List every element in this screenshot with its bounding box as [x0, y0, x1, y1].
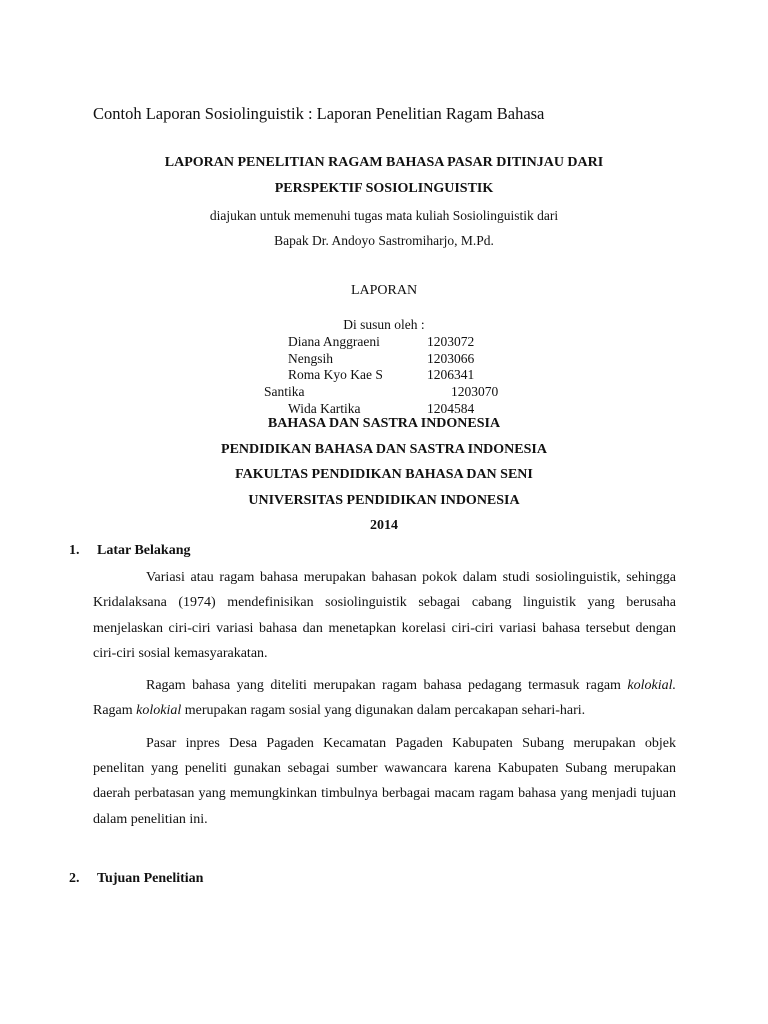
section-number: 2. [69, 871, 80, 886]
institution-line-4: UNIVERSITAS PENDIDIKAN INDONESIA [248, 493, 520, 508]
section-number: 1. [69, 543, 80, 558]
paragraph-text: merupakan ragam sosial yang digunakan dalam percakapan sehari-hari. [181, 703, 586, 719]
paragraph-text: Ragam [93, 703, 137, 719]
author-name: Wida Kartika [288, 401, 361, 416]
paragraph: Variasi atau ragam bahasa merupakan bahasan pokok dalam studi sosiolinguistik, sehingga Kridalaksana (1974) mendefinisikan sosiolinguistik sebagai cabang linguistik yang berusaha menjelaskan ciri-ciri variasi bahasa dan menetapkan korelasi ciri-ciri variasi bahasa tersebut dengan ciri-ciri sosial kemasyarakatan. [93, 570, 676, 661]
purpose-line-2: Bapak Dr. Andoyo Sastromiharjo, M.Pd. [274, 233, 494, 248]
paragraph-text: Ragam bahasa yang diteliti merupakan ragam bahasa pedagang termasuk ragam [146, 678, 628, 694]
institution-year: 2014 [370, 518, 398, 533]
report-title-line-2: PERSPEKTIF SOSIOLINGUISTIK [274, 181, 494, 196]
author-id: 1203066 [427, 351, 475, 366]
section-heading [69, 871, 203, 887]
institution-line-2: PENDIDIKAN BAHASA DAN SASTRA INDONESIA [221, 442, 547, 457]
section-title: Tujuan Penelitian [97, 871, 204, 886]
paragraph [93, 673, 676, 724]
section-title: Latar Belakang [97, 543, 191, 558]
section-body [93, 565, 676, 832]
institution-line-3: FAKULTAS PENDIDIKAN BAHASA DAN SENI [235, 467, 533, 482]
section-heading [69, 543, 190, 559]
italic-term: kolokial [136, 703, 182, 719]
author-id: 1204584 [427, 401, 475, 416]
compiled-by-label: Di susun oleh : [343, 317, 425, 332]
paragraph: Pasar inpres Desa Pagaden Kecamatan Pagaden Kabupaten Subang merupakan objek penelitan yang peneliti gunakan sebagai sumber wawancara karena Kabupaten Subang merupakan daerah perbatasan yang memungkinkan timbulnya berbagai macam ragam bahasa yang menjadi tujuan dalam penelitian ini. [93, 735, 676, 827]
report-title-line-1: LAPORAN PENELITIAN RAGAM BAHASA PASAR DITINJAU DARI [164, 155, 604, 170]
author-name: Diana Anggraeni [288, 334, 380, 349]
italic-term: kolokial. [627, 678, 676, 694]
author-id: 1203070 [451, 384, 499, 399]
institution-line-1: BAHASA DAN SASTRA INDONESIA [267, 416, 501, 431]
author-id: 1206341 [427, 367, 475, 382]
author-id: 1203072 [427, 334, 475, 349]
author-name: Nengsih [288, 351, 333, 366]
author-name: Santika [264, 384, 305, 399]
purpose-line-1: diajukan untuk memenuhi tugas mata kuliah Sosiolinguistik dari [209, 208, 559, 223]
document-title: Contoh Laporan Sosiolinguistik : Laporan Penelitian Ragam Bahasa [93, 104, 545, 123]
author-name: Roma Kyo Kae S [288, 367, 383, 382]
report-label: LAPORAN [350, 283, 418, 298]
